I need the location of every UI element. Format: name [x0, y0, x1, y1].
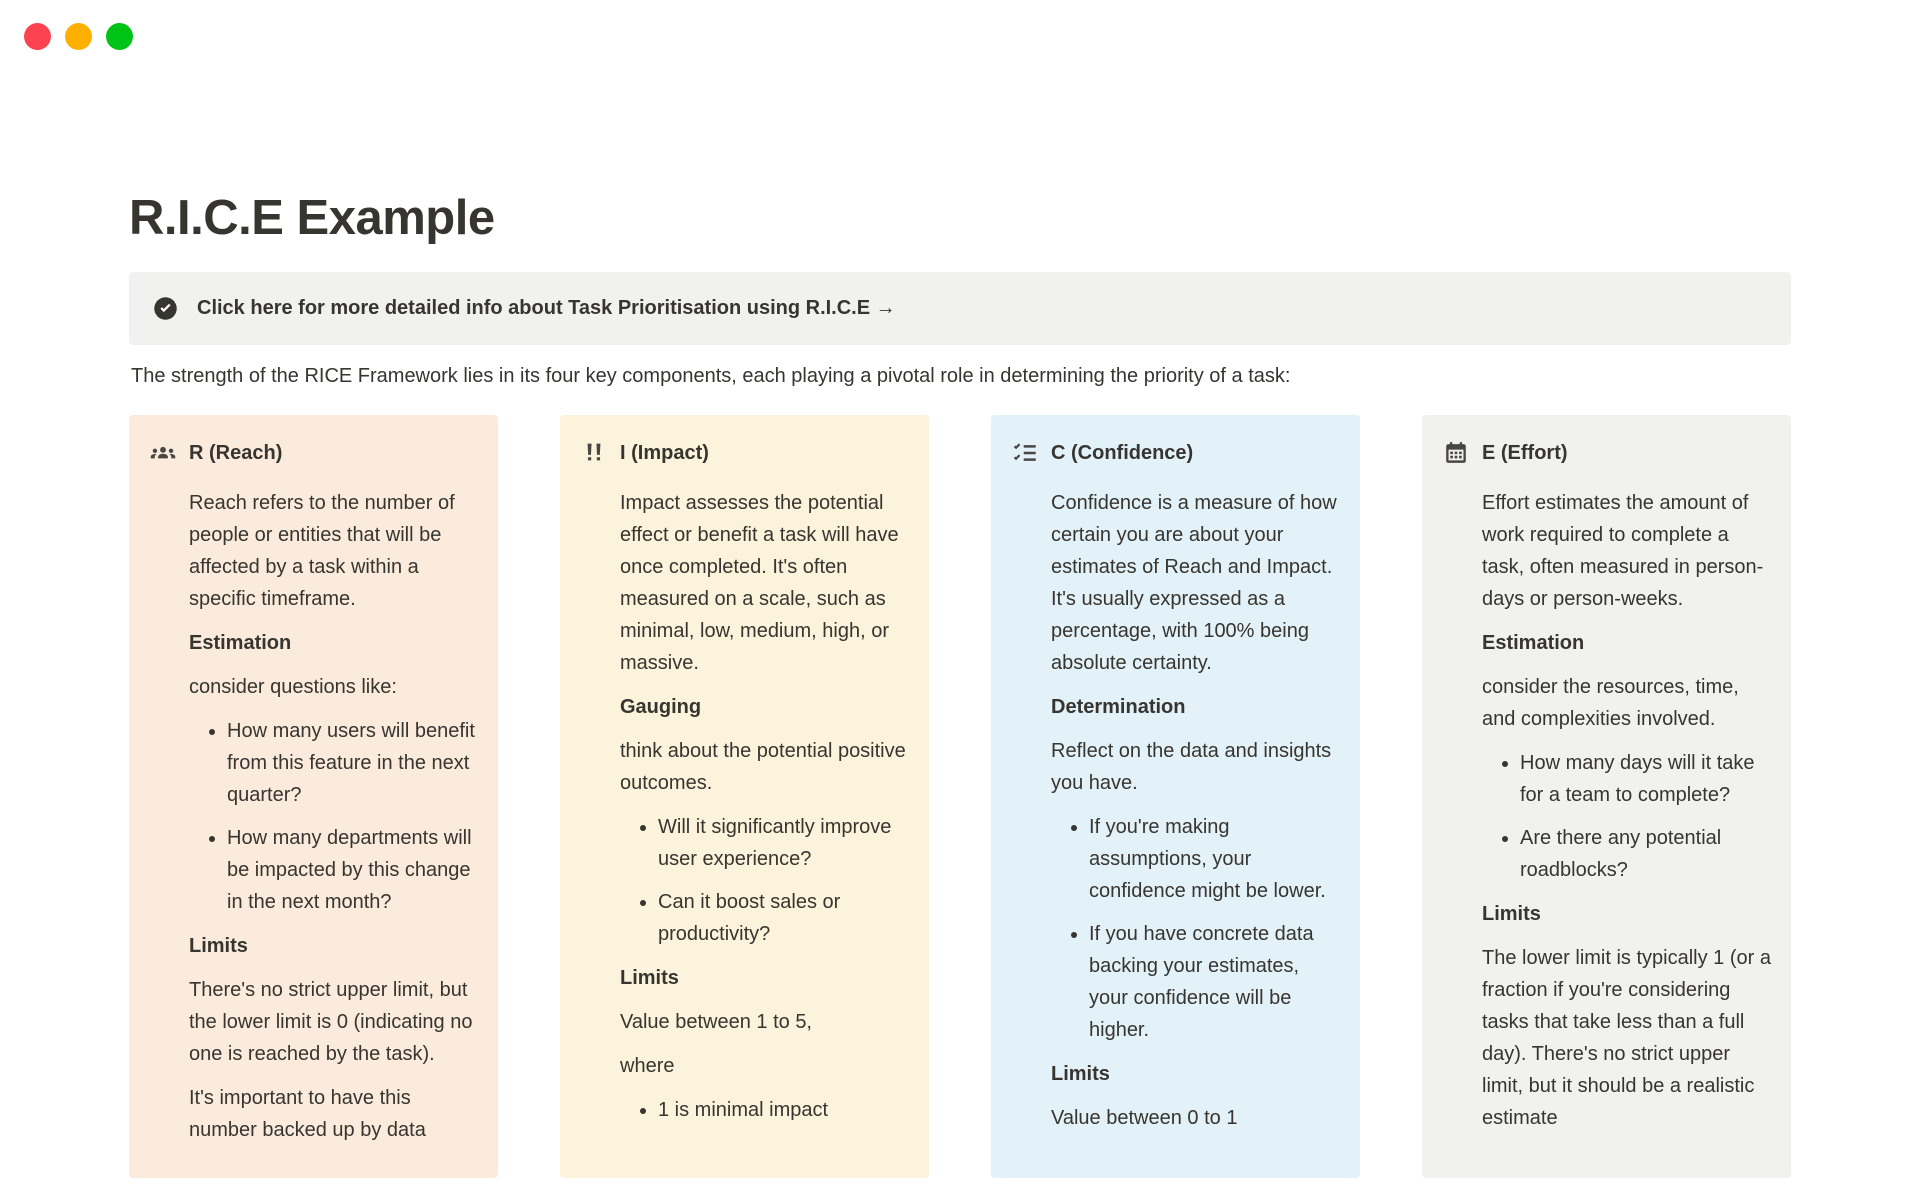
card-bullet-item: • If you're making assumptions, your confidence might be lower. — [1089, 811, 1340, 907]
card-subheading: Limits — [189, 935, 248, 957]
card-confidence — [991, 415, 1360, 1178]
checklist-icon — [1011, 439, 1039, 467]
card-bullet-item: • How many users will benefit from this feature in the next quarter? — [227, 715, 478, 811]
card-bullet-item: • Will it significantly improve user experience? — [658, 811, 909, 875]
card-subheading: Determination — [1051, 696, 1186, 718]
card-title: R (Reach) — [189, 442, 283, 464]
card-paragraph: Impact assesses the potential effect or benefit a task will have once completed. It's often measured on a scale, such as minimal, low, medium, high, or massive. — [620, 492, 899, 674]
card-bullet-item: • How many days will it take for a team to complete? — [1520, 747, 1771, 811]
card-paragraph: There's no strict upper limit, but the lower limit is 0 (indicating no one is reached by the task). — [189, 979, 473, 1065]
card-header — [1442, 437, 1771, 469]
card-bullet-item: • 1 is minimal impact — [658, 1094, 909, 1126]
card-title: C (Confidence) — [1051, 442, 1194, 464]
card-paragraph: consider the resources, time, and complexities involved. — [1482, 676, 1739, 730]
card-subheading: Limits — [1482, 903, 1541, 925]
card-bullet-list — [1482, 747, 1771, 886]
card-reach — [129, 415, 498, 1178]
callout-link[interactable] — [129, 272, 1791, 345]
card-header — [580, 437, 909, 469]
card-paragraph: Reach refers to the number of people or entities that will be affected by a task within a specific timeframe. — [189, 492, 455, 610]
card-bullet-list — [1051, 811, 1340, 1046]
card-paragraph: The lower limit is typically 1 (or a fraction if you're considering tasks that take less than a full day). There's no strict upper limit, but it should be a realistic estimate — [1482, 947, 1771, 1129]
card-title: E (Effort) — [1482, 442, 1568, 464]
card-paragraph: where — [620, 1055, 675, 1077]
card-paragraph: Confidence is a measure of how certain you are about your estimates of Reach and Impact. It's usually expressed as a percentage, with 100% being absolute certainty. — [1051, 492, 1337, 674]
traffic-light-minimize[interactable] — [65, 23, 92, 50]
card-body — [1482, 487, 1771, 1134]
card-body — [1051, 487, 1340, 1134]
card-paragraph: Value between 1 to 5, — [620, 1011, 812, 1033]
card-header — [149, 437, 478, 469]
card-subheading: Gauging — [620, 696, 702, 718]
card-bullet-list — [620, 811, 909, 950]
window-controls — [24, 23, 133, 50]
traffic-light-close[interactable] — [24, 23, 51, 50]
card-bullet-item: • Can it boost sales or productivity? — [658, 886, 909, 950]
intro-text: The strength of the RICE Framework lies in its four key components, each playing a pivotal role in determining the priority of a task: — [131, 365, 1291, 387]
card-body — [189, 487, 478, 1146]
traffic-light-maximize[interactable] — [106, 23, 133, 50]
people-icon — [149, 439, 177, 467]
card-body — [620, 487, 909, 1126]
card-title: I (Impact) — [620, 442, 709, 464]
card-subheading: Limits — [620, 967, 679, 989]
card-subheading: Estimation — [1482, 632, 1585, 654]
card-bullet-item: • How many departments will be impacted by this change in the next month? — [227, 822, 478, 918]
card-bullet-item: • Are there any potential roadblocks? — [1520, 822, 1771, 886]
card-paragraph: consider questions like: — [189, 676, 397, 698]
card-subheading: Limits — [1051, 1063, 1110, 1085]
calendar-icon — [1442, 439, 1470, 467]
card-impact — [560, 415, 929, 1178]
card-bullet-item: • If you have concrete data backing your estimates, your confidence will be higher. — [1089, 918, 1340, 1046]
card-subheading: Estimation — [189, 632, 292, 654]
card-paragraph: think about the potential positive outcomes. — [620, 740, 906, 794]
check-circle-icon — [152, 295, 179, 322]
card-paragraph: Effort estimates the amount of work required to complete a task, often measured in person-days or person-weeks. — [1482, 492, 1764, 610]
card-paragraph: It's important to have this number backed up by data — [189, 1087, 426, 1141]
card-effort — [1422, 415, 1791, 1178]
card-bullet-list — [189, 715, 478, 918]
cards-row — [129, 415, 1791, 1178]
double-exclamation-icon — [580, 439, 608, 467]
callout-text: Click here for more detailed info about Task Prioritisation using R.I.C.E → — [197, 297, 896, 319]
card-header — [1011, 437, 1340, 469]
page-title: R.I.C.E Example — [129, 191, 495, 245]
card-bullet-list — [620, 1094, 909, 1126]
card-paragraph: Reflect on the data and insights you have. — [1051, 740, 1332, 794]
page-content — [129, 0, 1791, 1178]
card-paragraph: Value between 0 to 1 — [1051, 1107, 1238, 1129]
